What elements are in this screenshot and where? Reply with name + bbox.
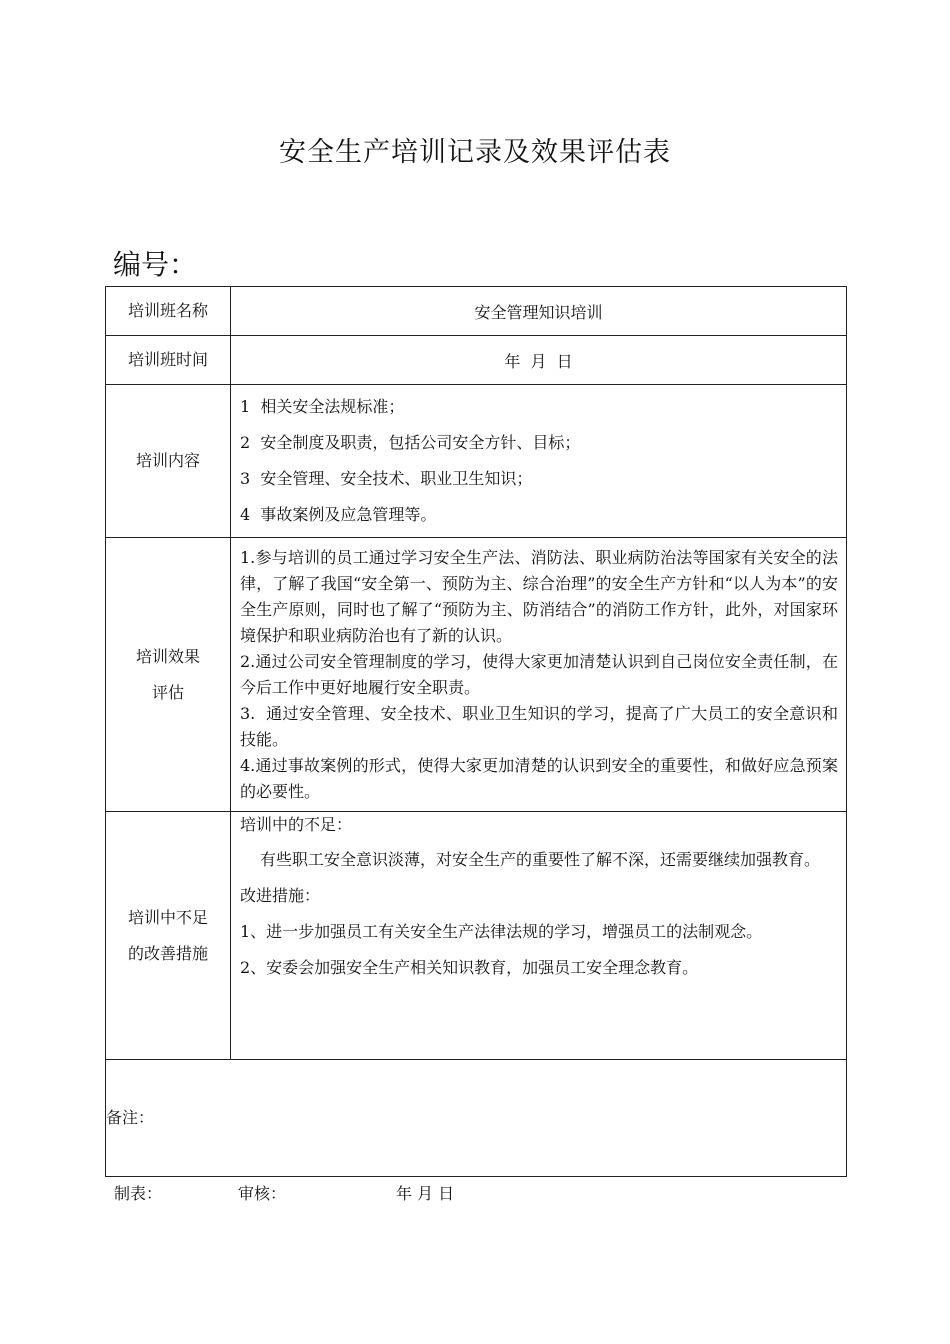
content-item: 2 安全制度及职责，包括公司安全方针、目标； [240, 433, 581, 452]
row-class-time [106, 336, 847, 385]
training-evaluation-cell [231, 538, 847, 812]
measure-item: 2、安委会加强安全生产相关知识教育，加强员工安全理念教育。 [240, 958, 699, 977]
class-time-value: 年 月 日 [231, 336, 847, 385]
measure-item: 1、进一步加强员工有关安全生产法律法规的学习，增强员工的法制观念。 [240, 922, 763, 941]
content-item: 1 相关安全法规标准； [240, 397, 405, 416]
evaluation-paragraph: 1.参与培训的员工通过学习安全生产法、消防法、职业病防治法等国家有关安全的法律，了解了我国“安全第一、预防为主、综合治理”的安全生产方针和“以人为本”的安全生产原则，同时也了解了“预防为主、防消结合”的消防工作方针，此外，对国家环境保护和职业病防治也有了新的认识。 [240, 547, 838, 645]
prepared-by-label: 制表： [114, 1184, 163, 1203]
improvement-cell [231, 812, 847, 1060]
evaluation-label-line: 评估 [151, 682, 184, 702]
row-training-content [106, 385, 847, 538]
training-record-table [105, 286, 847, 1177]
footer-date: 年 月 日 [396, 1184, 455, 1203]
row-remarks [106, 1060, 847, 1177]
reviewed-by-label: 审核： [238, 1184, 287, 1203]
evaluation-paragraph: 3. 通过安全管理、安全技术、职业卫生知识的学习，提高了广大员工的安全意识和技能。 [240, 703, 838, 749]
training-content-cell [231, 385, 847, 538]
class-name-label: 培训班名称 [106, 287, 231, 336]
improvement-label-line: 的改善措施 [127, 943, 208, 963]
serial-number-label: 编号： [113, 248, 198, 281]
training-content-label: 培训内容 [106, 385, 231, 538]
shortcoming-heading: 培训中的不足： [240, 815, 353, 834]
remarks-label: 备注： [106, 1108, 155, 1127]
evaluation-paragraph: 2.通过公司安全管理制度的学习，使得大家更加清楚认识到自己岗位安全责任制，在今后工作中更好地履行安全职责。 [240, 651, 838, 697]
remarks-cell [106, 1060, 847, 1177]
content-item: 3 安全管理、安全技术、职业卫生知识； [240, 469, 533, 488]
row-improvement-measures [106, 812, 847, 1060]
class-name-value: 安全管理知识培训 [231, 287, 847, 336]
page-title: 安全生产培训记录及效果评估表 [279, 137, 671, 168]
improvement-label [106, 812, 231, 1060]
content-item: 4 事故案例及应急管理等。 [240, 505, 437, 524]
row-class-name [106, 287, 847, 336]
shortcoming-text: 有些职工安全意识淡薄，对安全生产的重要性了解不深，还需要继续加强教育。 [260, 850, 821, 869]
improvement-label-line: 培训中不足 [127, 907, 208, 927]
evaluation-paragraph: 4.通过事故案例的形式，使得大家更加清楚的认识到安全的重要性，和做好应急预案的必要性。 [240, 755, 838, 801]
row-training-evaluation [106, 538, 847, 812]
training-evaluation-label [106, 538, 231, 812]
evaluation-label-line: 培训效果 [135, 646, 200, 666]
class-time-label: 培训班时间 [106, 336, 231, 385]
measures-heading: 改进措施： [240, 886, 321, 905]
